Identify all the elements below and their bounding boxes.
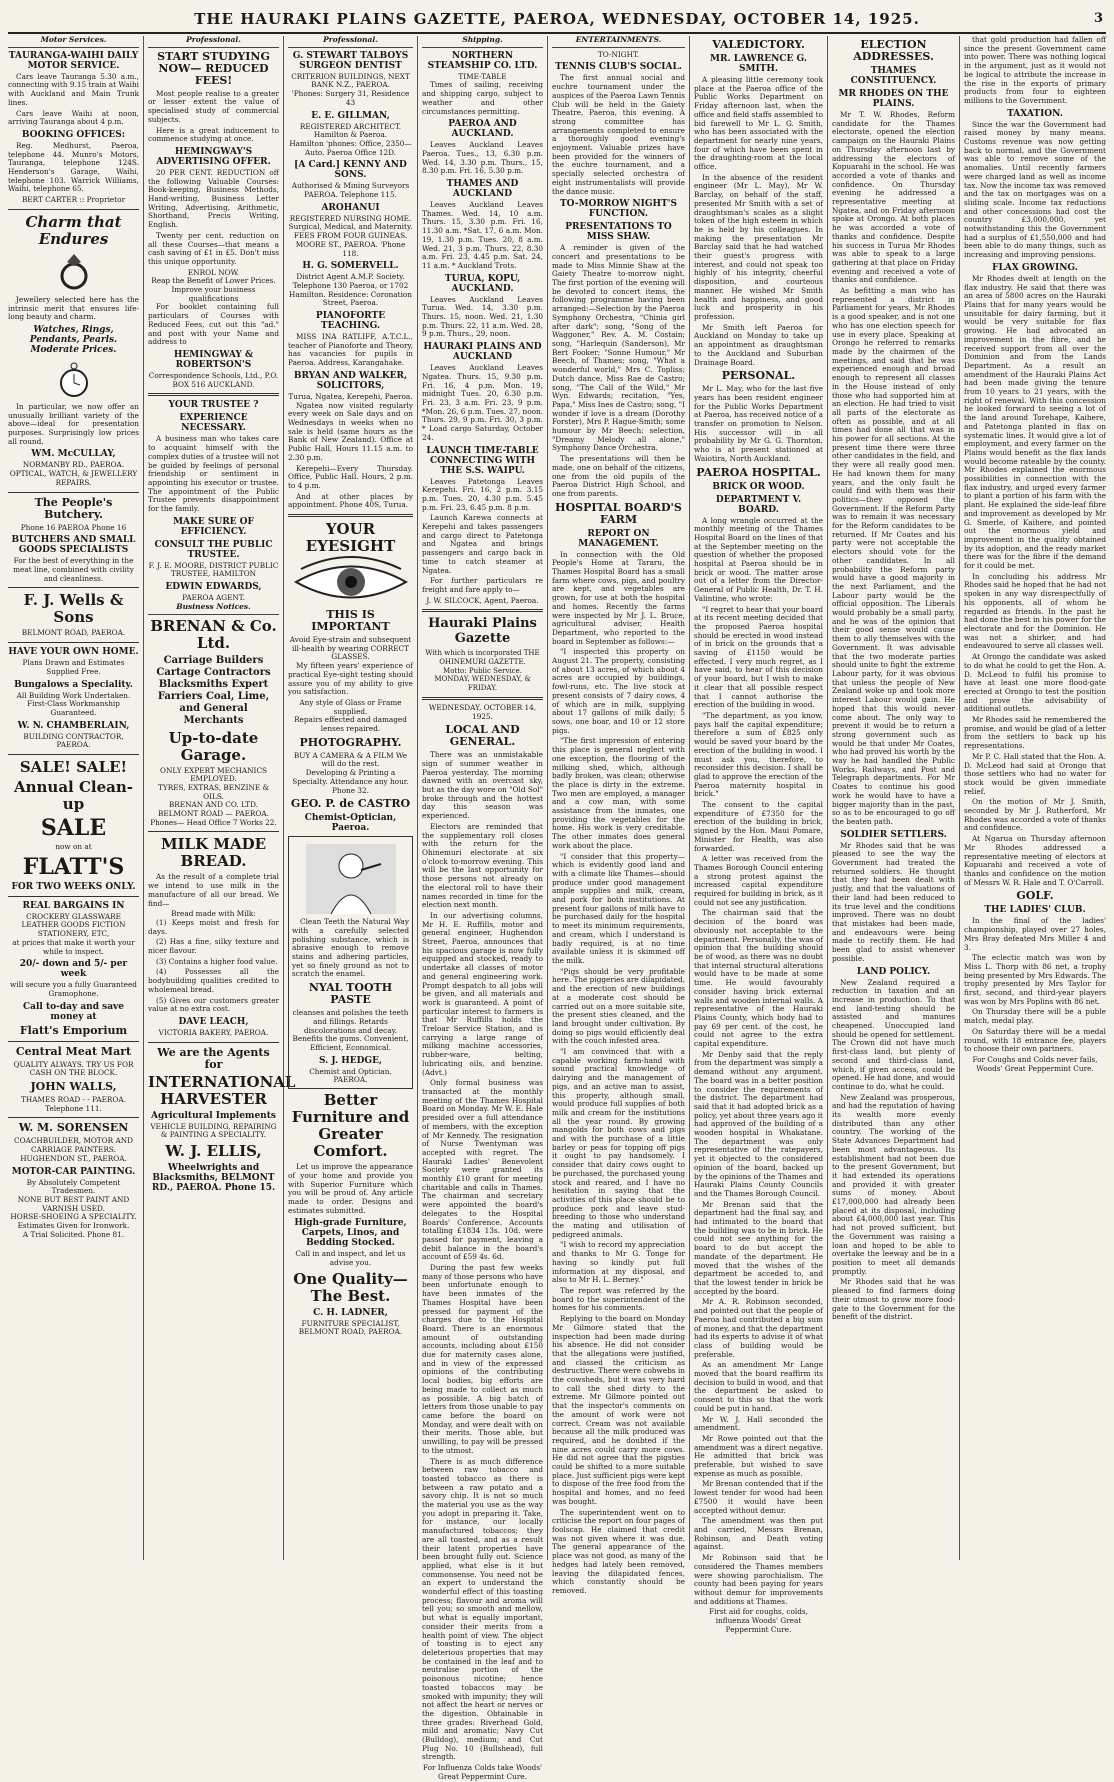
ad-text: All Building Work Undertaken. First-Class Workmanship Guaranteed. — [16, 690, 131, 717]
article-subheading: TAXATION. — [1007, 108, 1063, 119]
divider — [8, 754, 139, 755]
article-heading: PRESENTATIONS TO MISS SHAW. — [565, 222, 672, 243]
article-paragraph: In the final of the ladies' championship, played over 27 holes, Mrs Bray defeated Mrs Miller 4 and 3. — [964, 916, 1106, 952]
ad-heading: W. M. SORENSEN — [18, 1121, 129, 1135]
ad-heading: C. H. LADNER, — [313, 1307, 388, 1318]
ad-text: For further particulars re freight and fare apply to— — [422, 576, 543, 594]
article-paragraph: "I consider that this property—which is evidently good land and with a climate like Thames—should produce under good management ample supplies and milk, cream, and pork for both institutions. At present four gallons of milk have to be purchased daily for the hospital to meet its minimum requirements, and cream, which I understand is badly required, is at no time available unless it is skimmed off the milk. — [552, 851, 685, 965]
article-paragraph: The report was referred by the board to the superintendent of the homes for his comments. — [552, 1286, 685, 1313]
article-paragraph: Mr Rhodes said that he was pleased to see the way the Government had treated the returned soldiers. He thought that they had been dealt with justly, and that the valuations of their land had been reduced to its true level and the conditions improved. There was no doubt that mistakes had been made, and endeavours were being made to rectify them. He had been glad to assist whenever possible. — [832, 840, 955, 963]
article-paragraph: Mr L. May, who for the last five years has been resident engineer for the Public Works Department at Paeroa, has received notice of a transfer on promotion to Nelson. His successor will in all probability by Mr G. G. Thornton, who is at present stationed at Waiotira, North Auckland. — [694, 384, 823, 463]
article-paragraph: The eclectic match was won by Miss L. Thorp with 86 net, a trophy being presented by Mrs Edwards. The trophy presented by Mrs Taylor for first, second, and third-year players was won by Mrs Poplins with 86 net. — [964, 953, 1106, 1006]
publication-days: MONDAY, WEDNESDAY, & FRIDAY. — [434, 675, 531, 693]
columns — [4, 35, 1110, 1781]
ad-text: Estimates Given for Ironwork. — [17, 1221, 130, 1231]
ad-heading-large: W. J. ELLIS, — [165, 1142, 262, 1161]
masthead — [8, 6, 1106, 34]
ad-heading: TURUA, KOPU, AUCKLAND. — [444, 273, 521, 294]
ad-heading: Agricultural Implements — [151, 1110, 276, 1121]
article-paragraph: Mr Rhodes said he remembered the promise, and would be glad of a letter from the settlers to back up his representations. — [964, 715, 1106, 751]
article-paragraph: New Zealand was prosperous, and had the reputation of having its wealth more evenly distributed than any other country. The working of the State Advances Department had been most advantageous. Its establishment had not been due to the present Government, but it had extended its operations and provided it with greater sums of money. About £17,000,000 had already been placed at its disposal, including about £4,000,000 last year. This had not proved sufficient, but the Government was raising a loan and hoped to be able to overtake the leeway and be in a position to meet all demands promptly. — [832, 1092, 955, 1276]
ad-heading: E. E. GILLMAN, — [311, 110, 390, 121]
article-subheading: FLAX GROWING. — [992, 262, 1078, 273]
ad-text: Times of sailing, receiving and shipping cargo, subject to weather and other circumstances permitting. — [422, 80, 543, 116]
timetable: Leaves Patetonga Leaves Kerepehi. Fri. 16, 2 p.m. 3.15 p.m. Tues. 20, 4.30 p.m. 5.45 p.m. Fri. 23, 6.45 p.m. 8 p.m. — [422, 476, 543, 512]
article-paragraph: On the motion of Mr J. Smith, seconded by Mr J. Rutherford, Mr Rhodes was accorded a vote of thanks and confidence. — [964, 797, 1106, 833]
ad-heading: HAURAKI PLAINS AND AUCKLAND — [423, 342, 542, 363]
ad-heading: WM. McCULLAY, — [31, 449, 116, 460]
ad-heading: PHOTOGRAPHY. — [299, 735, 402, 749]
article-subheading: REPORT ON MANAGEMENT. — [578, 528, 659, 549]
pocket-watch-icon — [57, 359, 91, 399]
article-subheading: TO-NIGHT. — [597, 49, 640, 59]
ad-heading: Watches, Rings, Pendants, Pearls. Moderate Prices. — [29, 324, 118, 355]
article-paragraph: Only formal business was transacted at the monthly meeting of the Thames Hospital Board on Monday. Mr W. E. Hale presided over a full attendance of members, with the exception of Mr Kennedy. The resignation of Nurse Twentyman was accepted with regret. The Hauraki Ladies' Benevolent Society were granted its monthly £10 grant for meeting charitable and calls in Thames. The chairman and secretary were appointed the board's delegates to the Hospital Boards' Conference. Accounts totalling £1834 13s. 10d. were passed for payment, leaving a debit balance in the board's account of £59 4s. 6d. — [422, 1078, 543, 1262]
article-paragraph: There is as much difference between raw tobacco and toasted tobacco as there is between a raw potato and a savory chip. It is not so much the material you use as the way you adopt in preparing it. Take, for instance, our locally manufactured tobaccos; they are all toasted, and as a result their latent properties have been brought fully out. Science applied, what else is it but commonsense. You need not be an expert to understand the wonderful effect of this toasting process; flavour and aroma will tell you; so smooth and mellow, but what is equally important, consider their merits from a health point of view. The object of toasting is to eject any deleterious properties that may be contained in the leaf and to neutralise portion of the poisonous nicotine; hence toasted tobaccos may be smoked with impunity; they will not affect the heart or nerves or the digestion. Obtainable in three grades: Riverhead Gold, mild and aromatic; Navy Cut (Bulldog), medium; and Cut Plug No. 10 (Bullshead), full strength. — [422, 1456, 543, 1762]
ad-heading-large: SALE! SALE! — [19, 758, 128, 777]
article-paragraph: "I wish to record my appreciation and thanks to Mr G. Tonge for having so kindly put full information at my disposal, and also to Mr H. L. Berney." — [552, 1240, 685, 1285]
article-paragraph: Mr W. J. Hall seconded the amendment. — [694, 1414, 823, 1433]
ad-heading-large: INTERNATIONAL HARVESTER — [148, 1072, 296, 1108]
article-heading: LOCAL AND GENERAL. — [445, 723, 520, 749]
ad-text: will secure you a fully Guaranteed Gramophone. — [10, 980, 137, 998]
ad-text: REGISTERED NURSING HOME. Surgical, Medical, and Maternity. FEES FROM FOUR GUINEAS. MOORE ST., PAEROA. 'Phone 118. — [288, 213, 413, 258]
ad-text: Any style of Glass or Frame supplied. — [299, 697, 402, 716]
divider — [148, 1042, 279, 1043]
ad-text: QUALITY ALWAYS. TRY US FOR CASH ON THE BLOCK. — [13, 1059, 134, 1078]
divider — [8, 209, 139, 210]
ad-heading: CONSULT THE PUBLIC TRUSTEE. — [154, 539, 273, 560]
ad-heading: AROHANUI — [321, 202, 380, 213]
article-paragraph: New Zealand required a reduction in taxation and an increase in production. To that end land-testing should be assisted and manures cheapened. Unoccupied land should be opened for settlement. The Crown did not have much first-class land, but plenty of second and third-class land, which, if given access, could be opened. He had done, and would continue to do, what he could. — [832, 977, 955, 1091]
article-heading: TO-MORROW NIGHT'S FUNCTION. — [559, 199, 678, 220]
ad-heading: Bungalows a Speciality. — [14, 679, 133, 690]
ad-text: PAEROA AGENT. — [182, 593, 245, 603]
article-paragraph: Mr Rhodes dwelt at length on the flax industry. He said that there was an area of 5800 acres on the Hauraki Plains that for many years would be unsuitable for dairy farming, but it would be very suitable for flax growing. He had advocated an improvement in the fibre, and he received support from all over the Dominion and from the Lands Department. As a result an amendment of the Hauraki Plains Act had been made giving the tenure from 10 years to 21 years, with the right of renewal. With this concession he looked forward to seeing a lot of the land around Torehape, Kaihere, and Patetonga planted in flax on systematic lines. It would give a lot of employment, and every farmer on the Plains would benefit as the flax lands would become rateable by the county. Mr Rhodes explained the enormous possibilities in connection with the flax industry, and urged every farmer to plant a portion of his farm with the plant. He explained the side-leaf fibre and improvement as developed by Mr G. Smerle, of Kaihere, and pointed out the enormous yield and improvement in the quality obtained by its adoption, and the ready market there was for the fibre if the demand for it could be met. — [964, 273, 1106, 571]
article-paragraph: Electors are reminded that the supplementary roll closes with the return for the Ohinemuri electorate at six o'clock to-morrow evening. This will be the last opportunity for those persons not already on the electoral roll to have their names recorded in time for the election next month. — [422, 821, 543, 910]
ad-text: Here is a great inducement to commence studying at once. — [148, 125, 279, 144]
ad-text: Developing & Printing a Specialty. Attendance any hour. Phone 32. — [292, 768, 409, 795]
ad-text: BUY A CAMERA & A FILM We will do the rest. — [293, 750, 408, 769]
article-paragraph: Mr A. R. Robinson seconded, and pointed out that the people of Paeroa had contributed a big sum of money, and that the department had its experts to advise it of what class of building would be preferable. — [694, 1297, 823, 1359]
divider — [8, 896, 139, 897]
ad-heading: BRYAN AND WALKER, SOLICITORS, — [293, 370, 408, 391]
ad-text: Jewellery selected here has the intrinsic merit that ensures life-long beauty and charm. — [8, 294, 139, 322]
ad-text: 20 PER CENT. REDUCTION off the following Valuable Courses: Book-keeping, Business Methods, Hand-writing, Business Letter Writing, Advertising, Arithmetic, Shorthand, Precis Writing, English. — [148, 167, 279, 230]
ad-text: Phone 16 PAEROA Phone 16 — [20, 522, 127, 532]
ad-text: Avoid Eye-strain and subsequent ill-health by wearing CORRECT GLASSES. — [289, 635, 412, 662]
ad-heading: The People's Butchery. — [34, 495, 113, 521]
ad-text: Hamilton 'phones: Office, 2350—Auto. Paeroa Office 12D. — [289, 138, 412, 157]
ad-text: Phones— Head Office 7 Works 22. — [150, 817, 277, 827]
ad-heading: YOUR TRUSTEE ? — [168, 400, 259, 411]
timetable: Leaves Auckland Leaves Turua. Wed. 14, 3.30 p.m. Thurs. 15, noon. Wed. 21, 1.30 p.m. Thurs. 22, 11 a.m. Wed. 28, 9 p.m. Thurs., 29, noon. — [422, 294, 543, 339]
ad-heading: Call to-day and save money at — [22, 1001, 124, 1022]
ad-text: THAMES ROAD - - PAEROA. Telephone 111. — [20, 1095, 126, 1113]
ad-text: FURNITURE SPECIALIST, BELMONT ROAD, PAEROA. — [298, 1318, 403, 1337]
divider — [148, 393, 279, 396]
ad-heading: H. G. SOMERVELL. — [302, 261, 399, 272]
ad-heading-large: Better Furniture and Greater Comfort. — [291, 1091, 410, 1161]
ad-heading: THIS IS IMPORTANT — [311, 608, 390, 634]
article-paragraph: In connection with the Old People's Home at Tararu, the Thames Hospital Board has a small farm where cows, pigs, and poultry are kept, and vegetables are grown, for use at both the hospital and homes. Recently the farms were inspected by Mr J. L. Bruce, agricultural adviser, Health Department, who reported to the board in September as follows:— — [552, 549, 685, 646]
ad-text: Ngatea now visited regularly every week on Sale days and on Wednesdays in weeks when no sale is held (same hours as the Bank of New Zealand). Office at Public Hall, Hours 11.15 a.m. to 2.30 p.m. — [288, 400, 413, 462]
ad-text: (3) Contains a higher food value. — [156, 956, 278, 966]
article-paragraph: At Ngarua on Thursday afternoon Mr Rhodes addressed a representative meeting of electors at Kopuarahi and received a vote of thanks and confidence on the motion of Messrs W. R. Hale and T. O'Carroll. — [964, 834, 1106, 887]
ad-text: HORSE-SHOEING A SPECIALITY. — [10, 1212, 137, 1222]
ring-icon — [57, 252, 91, 292]
article-heading: VALEDICTORY. — [712, 38, 805, 51]
ad-text: My fifteen years' experience of practical Eye-sight testing should assure you of my ability to give you satisfaction. — [288, 661, 413, 697]
ad-text: 'Phones: Surgery 31, Residence 43 — [291, 89, 410, 107]
page-number: 3 — [1093, 11, 1104, 26]
article-heading: HOSPITAL BOARD'S FARM — [555, 500, 682, 526]
ad-text: MISS INA RATLIFF, A.T.C.L., teacher of Pianoforte and Theory, has vacancies for pupils in Paeroa. Address, Karangahake. — [288, 332, 413, 368]
article-paragraph: Mr P. C. Hall stated that the Hon. A. D. McLeod had said at Orongo that those settlers who had no water for stock would be given immediate relief. — [964, 751, 1106, 796]
ad-heading: GEO. P. de CASTRO — [290, 797, 411, 811]
ad-heading: EDWIN EDWARDS, — [165, 582, 262, 593]
ad-text: Authorised & Mining Surveyors PAEROA. Telephone 115. — [291, 181, 410, 200]
ad-heading: DAVE LEACH, — [178, 1017, 249, 1027]
ad-text: Reap the Benefit of Lower Prices. Improve your business qualifications — [151, 276, 276, 303]
ad-heading: JOHN WALLS, — [30, 1080, 117, 1094]
ad-text: at prices that make it worth your while to inspect. — [12, 937, 135, 956]
article-paragraph: "The department, as you know, pays half the capital expenditure; therefore a sum of £825 only would be saved your board by the erection of the building in wood. I must ask you, therefore, to reconsider this decision. I shall be glad to approve the erection of the Paeroa maternity hospital in brick." — [694, 711, 823, 799]
ad-heading-large: YOUR EYESIGHT — [305, 520, 396, 556]
article-paragraph: Mr T. W. Rhodes, Reform candidate for the Thames electorate, opened the election campaign on the Hauraki Plains on Thursday afternoon last by addressing the electors of Kopuarahi in the school. He was accorded a vote of thanks and confidence. On Thursday evening he addressed a representative meeting at Ngatea, and on Friday afternoon spoke at Orongo. At both places he was accorded a vote of thanks and confidence. Despite his success in Turua Mr Rhodes was able to speak to a large gathering at that place on Friday evening and received a vote of thanks and confidence. — [832, 110, 955, 285]
article-paragraph: "I regret to hear that your board at its recent meeting decided that the proposed Paeroa hospital should be erected in wood instead of in brick on the grounds that a saving of £1150 would be effected. I very much regret, as I have said, to hear of this decision of your board, but I wish to make it clear that all possible respect that I cannot authorise the erection of the building in wood. — [694, 604, 823, 710]
ad-text: For the best of everything in the meat line, combined with civility and cleanliness. — [13, 556, 134, 583]
ad-text: BERT CARTER :: Proprietor — [21, 195, 126, 205]
article-paragraph: The presentations will then be made, one on behalf of the citizens, one from the old pupils of the Paeroa District High School, and one from parents. — [552, 454, 685, 498]
ad-heading: HEMINGWAY'S ADVERTISING OFFER. — [156, 146, 271, 167]
ad-text: Reg. Medhurst, Paeroa, telephone 44. Munro's Motors, Tauranga, telephone 124S. Henderson's Garage, Waihi, telephone 103. Warrick Williams, Waihi, telephone 65. — [8, 140, 139, 194]
ad-text: ONLY EXPERT MECHANICS EMPLOYED. — [159, 765, 268, 784]
ad-text: District Agent A.M.P. Society. Telephone 130 Paeroa, or 1702 Hamilton. Residence: Coronation Street, Paeroa. — [289, 272, 412, 308]
divider — [422, 609, 543, 612]
divider — [8, 1041, 139, 1042]
ad-text: For booklet containing full particulars of Courses with Reduced Fees, cut out this "ad." and post with your Name and address to — [148, 302, 279, 347]
ad-heading: Chemist-Optician, Paeroa. — [304, 813, 397, 834]
ad-text: Repairs effected and damaged lenses repaired. — [294, 715, 407, 734]
ad-text: NONE BUT BEST PAINT AND VARNISH USED. — [17, 1194, 130, 1213]
article-paragraph: Mr Rowe pointed out that the amendment was a direct negative. He admitted that brick was preferable, but wished to save expense as much as possible. — [694, 1433, 823, 1478]
ad-text: And at other places by appointment. Phone 40S, Turua. — [288, 491, 413, 510]
column-3 — [284, 36, 418, 1560]
ad-heading: G. STEWART TALBOYS SURGEON DENTIST — [292, 50, 409, 71]
article-paragraph: On Thursday there will be a puble match, medal play. — [964, 1007, 1106, 1026]
divider — [148, 831, 279, 832]
ad-heading: FOR TWO WEEKS ONLY. — [11, 881, 136, 892]
article-paragraph: The amendment was then put and carried, Messrs Brenan, Robinson, and Death voting against. — [694, 1516, 823, 1552]
ad-text: First aid for coughs, colds, influenza Woods' Great Peppermint Cure. — [709, 1607, 808, 1634]
ad-text: Chemist and Optician, PAEROA. — [309, 1066, 392, 1085]
ad-heading-large: FLATT'S — [22, 853, 125, 880]
ad-text: NORMANBY RD., PAEROA. OPTICAL, WATCH, & JEWELLERY REPAIRS. — [9, 460, 138, 487]
ad-text: COACHBUILDER, MOTOR AND CARRIAGE PAINTERS. HUGHENDON ST., PAEROA. — [14, 1136, 133, 1163]
ad-text: A business man who takes care to acquaint himself with the complex duties of a trustee will not be guided by feelings of personal friendship or sentiment in appointing his executor or trustee. The appointment of the Public Trustee prevents disappointment for the family. — [148, 434, 279, 514]
ad-heading-large: Annual Clean-up — [13, 778, 134, 814]
ad-text: CROCKERY GLASSWARE LEATHER GOODS FICTION STATIONERY, ETC, — [21, 911, 126, 939]
ad-heading: MOTOR-CAR PAINTING. — [11, 1166, 136, 1177]
ad-heading-large: One Quality—The Best. — [293, 1269, 408, 1305]
column-6 — [690, 36, 828, 1634]
article-paragraph: The consent to the capital expenditure of £7350 for the erection of the building in brick, signed by the Hon. Maui Pomare, Minister for Health, was also forwarded. — [694, 800, 823, 853]
ad-heading: HAVE YOUR OWN HOME. — [8, 647, 139, 658]
article-paragraph: As an amendment Mr Lange moved that the board reaffirm its decision to build in wood, and that the department be asked to consent to this so that the work could be put in hand. — [694, 1360, 823, 1413]
ad-text: Call in and inspect, and let us advise you. — [295, 1249, 406, 1268]
ad-heading: LAUNCH TIME-TABLE CONNECTING WITH THE S.S. WAIPU. — [426, 445, 539, 476]
article-paragraph: During the past few weeks many of those persons who have been unfortunate enough to have been inmates of the Thames Hospital have been pressed for payment of the charges due to the Hospital Board. There is an enormous amount of outstanding accounts, including about £150 due for maternity cases alone, and in view of the expressed opinions of the contributing local bodies, big efforts are being made to collect as much as possible. A big batch of letters from those unable to pay came before the board on Monday, and were dealt with on their merits. Those able, but unwilling, to pay will be pressed to the utmost. — [422, 1263, 543, 1455]
ad-heading: HEMINGWAY & ROBERTSON'S — [173, 349, 254, 370]
article-paragraph: In our advertising columns, Mr H. E. Ruffills, motor and general engineer, Hughendon Street, Paeroa, announces that his spacious garage is now fully equipped and stocked, ready to undertake all classes of motor and general engineering work. Prompt despatch to all jobs will be given, and all materials and work is guaranteed. A point of particular interest to farmers is that Mr Ruffills holds the Treloar Service Station, and is carrying a large range of milking machine accessories, rubber-ware, belting, lubricating oils, and benzine. (Advt.) — [422, 910, 543, 1077]
ad-heading: BOOKING OFFICES: — [21, 129, 126, 140]
ad-heading: PIANOFORTE TEACHING. — [315, 311, 386, 332]
ad-text: A Trial Solicited. Phone 81. — [22, 1229, 125, 1239]
ad-heading: Carriage Builders Cartage Contractors Blacksmiths Expert Farriers Coal, Lime, and General Merchants — [156, 654, 271, 726]
article-heading: GOLF. — [1016, 889, 1054, 903]
ad-text: J. W. SILCOCK, Agent, Paeroa. — [426, 595, 539, 605]
article-subheading: BRICK OR WOOD. — [712, 481, 805, 492]
ad-heading: THAMES AND AUCKLAND — [446, 179, 519, 200]
ad-heading: High-grade Furniture, Carpets, Linos, and Bedding Stocked. — [294, 1218, 407, 1249]
column-2 — [144, 35, 296, 1560]
ad-text: Cars leave Waihi at noon, arriving Tauranga about 4 p.m. — [8, 108, 139, 127]
ad-heading: We are the Agents for — [157, 1045, 270, 1071]
article-subheading: SOLDIER SETTLERS. — [840, 829, 947, 840]
section-professional: Professional. — [148, 36, 279, 48]
ad-text: VEHICLE BUILDING, REPAIRING & PAINTING A SPECIALITY. — [150, 1121, 277, 1140]
timetable: Leaves Auckland Leaves Ngatea. Thurs. 15, 9.30 p.m. Fri. 16, 4 p.m. Mon. 19, midnight Tues. 20, 6.30 p.m. Fri. 23, 3 a.m. Fri. 23, 9 p.m. *Mon. 26, 6 p.m. Tues. 27, noon. Thurs. 29, 9 p.m. Fri. 30, 3 p.m. * Load cargo Saturday, October 24. — [422, 363, 543, 442]
ad-heading-large: BRENAN & Co. Ltd. — [150, 616, 277, 652]
article-paragraph: The chairman said that the decision of the board was obviously not acceptable to the department. Personally, the was of opinion that the building should be of wood, as there was no doubt that internal structural alterations would have to be made at some time. He would favourably consider having brick external walls and wooden internal walls. A representative of the Hauraki Plains County, which body had to pay 69 per cent. of the cost, he could not agree to the extra capital expenditure. — [694, 908, 823, 1049]
ad-text: In particular, we now offer an unusually brilliant variety of the above—ideal for presentation purposes. Surprisingly low prices all round. — [8, 401, 139, 446]
article-paragraph: A reminder is given of the concert and presentations to be made to Miss Minnie Shaw at the Gaiety Theatre to-morrow night. The first portion of the evening will be devoted to concert items, the following programme having been arranged:—Selection by the Paeroa Symphony Orchestra, "Chinia girl after dark"; song, "Song of the Waggoner," Rev. A. M. Costain; song, "Harlequin (Sanderson), Mr Bert Fooker; "Sonne Humour," Mr Beech, of Thames; song, "What a wonderful world," Mrs C. Topliss; Dutch dance, Miss Rae de Castro; song, "The Call of the Wild," Mr Wyn. Edwards; recitation, "Yes, Papa," Miss Ines de Castro; song, "I wonder if love is a dream (Dorothy Forster), Mrs P. Hague-Smith; some humour by Mr Beech; selection, "Dreamy Melody all alone," Symphony Dance Orchestra. — [552, 243, 685, 453]
ad-text: For Coughs and Colds never fails, Woods' Great Peppermint Cure. — [972, 1054, 1098, 1073]
article-paragraph: Mr Denby said that the reply from the department was simply a demand without any argument. The board was in a better position to consider the requirements of the district. The department had said that it had adopted brick as a policy, yet about three years ago it had approved of the building of a wooden hospital in Whakatane. The department was only representative of the ratepayers, yet it objected to the considered opinion of the board, backed up by the opinions of the Thames and Hauraki Plains County Councils and the Thames Borough Council. — [694, 1049, 823, 1198]
ad-text: As the result of a complete trial we intend to use milk in the manufacture of all our bread. We find— — [148, 872, 279, 908]
ad-text: For Influenza Colds take Woods' Great Peppermint Cure. — [422, 1763, 543, 1781]
masthead-title: THE HAURAKI PLAINS GAZETTE, PAEROA, WEDNESDAY, OCTOBER 14, 1925. — [194, 10, 920, 28]
article-paragraph: Mr Brenan contended that if the lowest tender for wood had been £7500 it would have been accepted without demur. — [694, 1479, 823, 1515]
ad-text: Bread made with Milk: — [171, 909, 256, 919]
ad-heading: MAKE SURE OF EFFICIENCY. — [173, 516, 254, 537]
ad-text: (5) Gives our customers greater value at no extra cost. — [148, 995, 279, 1014]
ad-heading: Flatt's Emporium — [19, 1023, 128, 1037]
column-7 — [828, 36, 960, 1560]
ad-text: Most people realise to a greater or lesser extent the value of specialised study of commercial subjects. — [148, 88, 279, 124]
ad-text: Let us improve the appearance of your home and provide you with Superior Furniture which you will be proud of. Any article made to order. Designs and estimates submitted. — [288, 1162, 413, 1215]
article-subheading: MR RHODES ON THE PLAINS. — [838, 89, 949, 109]
ad-text: Launch Karewa connects at Kerepehi and takes passengers and cargo direct to Patetonga and Ngatea and brings passengers and cargo back in time to catch steamer at Ngatea. — [422, 513, 543, 575]
article-paragraph: "I am convinced that with a capable working farm-hand with sound practical knowledge of dairying and the management of pigs, and an active man to assist, this property, although small, would produce full supplies of both milk and cream for the institutions all the year round. By growing mangolds for both cows and pigs and with the purchase of a little barley or peas for topping off pigs it ought to pay handsomely. I consider that dairy cows ought to be purchased, the purchased young stock and reared, and I have no hesitation in saying that the activities of this place should be to produce pork and leave stud-breeding to those who understand the mating and utilisation of pedigreed animals. — [552, 1047, 685, 1239]
ad-heading-large: Charm that Endures — [25, 212, 122, 248]
ad-text: (1) Keeps moist and fresh for days. — [148, 917, 279, 936]
ad-text: (2) Has a fine, silky texture and nicer flavour. — [148, 937, 279, 956]
article-paragraph: The first annual social and euchre tournament under the auspices of the Paeroa Lawn Tennis Club will be held in the Gaiety Theatre, Paeroa, this evening. A strong committee has arrangements completed to ensure a thoroughly good evening's enjoyment. Valuable prizes have been provided for the winners of the euchre tournament, and a specially selected orchestra of eight instrumentalists will provide the dance music. — [552, 73, 685, 196]
ad-text: cleanses and polishes the teeth and fillings. Retards discolorations and decay. Benefits the gums. Convenient, Efficient, Economical. — [292, 1008, 409, 1052]
article-subheading: LAND POLICY. — [856, 966, 931, 977]
ad-heading: START STUDYING NOW— REDUCED FEES! — [157, 49, 270, 87]
nameplate-subtitle: With which is incorporated THE OHINEMURI GAZETTE. — [425, 649, 540, 667]
ad-text: REGISTERED ARCHITECT. Hamilton & Paeroa. — [299, 121, 402, 140]
divider — [8, 492, 139, 493]
ad-heading: 20/- down and 5/- per week — [19, 959, 128, 980]
article-heading: PERSONAL. — [721, 369, 796, 383]
column-1 — [4, 36, 144, 1560]
ad-text: Plans Drawn and Estimates Supplied Free. — [22, 658, 125, 676]
article-paragraph: A pleasing little ceremony took place at the Paeroa office of the Public Works Department on Friday afternoon last, when the office and field staffs assembled to bid farewell to Mr L. G. Smith, who has been associated with the department for nearly nine years, four of which have been spent in the draughting-room at the local office. — [694, 75, 823, 172]
ad-text: ENROL NOW. — [187, 267, 240, 277]
ad-heading: Central Meat Mart — [15, 1044, 132, 1058]
article-paragraph: A letter was received from the Thames Borough Council entering a strong protest against the increased capital expenditure required for building in brick, as it could not see any justification. — [694, 854, 823, 907]
article-subheading: MR. LAWRENCE G. SMITH. — [710, 54, 807, 74]
article-paragraph: Mr Smith left Paeroa for Auckland on Monday to take up an appointment as draughtsman to the Auckland and Suburban Drainage Board. — [694, 322, 823, 367]
section-motor-services: Motor Services. — [8, 36, 139, 48]
ad-heading: PAEROA AND AUCKLAND. — [448, 119, 517, 140]
ad-text: now on at — [55, 842, 92, 852]
article-paragraph: At Orongo the candidate was asked to do what he could to get the Hon. A. D. McLeod to fulfil his promise to have at least one more flood-gate erected at Orongo to test the position and prove the advisability of additional outlets. — [964, 652, 1106, 714]
divider — [8, 587, 139, 588]
article-heading: ELECTION ADDRESSES. — [853, 38, 934, 63]
section-business-notices: Business Notices. — [148, 603, 279, 615]
ad-text: CRITERION BUILDINGS, NEXT BANK N.Z., PAEROA. — [291, 71, 410, 90]
ad-text: Correspondence Schools, Ltd., P.O. BOX 516 AUCKLAND. — [148, 370, 279, 389]
article-paragraph: "Pigs should be very profitable here. The piggeries are dilapidated, and the erection of new buildings at a moderate cost should be carried out on a more suitable site, the present sties cleaned, and the land brought under cultivation. By doing so pigs would efficiently deal with the couch infested area. — [552, 966, 685, 1046]
ad-heading-large: F. J. Wells & Sons — [23, 591, 124, 627]
ad-heading-large: Up-to-date Garage. — [168, 728, 259, 764]
article-subheading: THE LADIES' CLUB. — [984, 905, 1086, 916]
article-subheading: THAMES CONSTITUENCY. — [850, 66, 937, 86]
newspaper-nameplate: Hauraki Plains Gazette — [428, 616, 537, 647]
column-4 — [418, 35, 548, 1781]
article-heading: PAEROA HOSPITAL. — [696, 465, 821, 479]
article-paragraph: that gold production had fallen off since the present Government came into power. There was nothing logical in the argument, just as it would not be logical to attribute the increase in the rise in the exports of primary products from four to eighteen millions to the Government. — [964, 35, 1106, 105]
section-professional: Professional. — [288, 36, 413, 48]
ad-text: VICTORIA BAKERY, PAEROA. — [158, 1028, 269, 1037]
ad-text: Clean Teeth the Natural Way with a carefully selected polishing substance, which is abrasive enough to remove stains and adhering particles, yet so finely ground as not to scratch the enamel. — [292, 917, 409, 979]
ad-text: By Absolutely Competent Tradesmen. — [26, 1177, 121, 1196]
article-paragraph: Mr Brenan said that the department had the final say, and had intimated to the board that the building was to be in brick. He could not see anything for the board to do but accept the mandate of the department. He moved that the wishes of the department be acceded to, and that the lowest tender in brick be accepted by the board. — [694, 1199, 823, 1296]
ad-text: TYRES, EXTRAS, BENZINE & OILS. — [158, 782, 269, 801]
column-8 — [960, 36, 1110, 1560]
column-5 — [548, 35, 690, 1595]
ad-heading: W. N. CHAMBERLAIN, — [17, 720, 130, 731]
article-paragraph: A long wrangle occurred at the monthly meeting of the Thames Hospital Board on the lines of that at the September meeting on the question of whether the proposed hospital at Paeroa should be in brick or wood. The matter arose out of a letter from the Director-General of Public Health, Dr. T. H. Valintine, who wrote: — [694, 515, 823, 603]
ad-text: Turua, Ngatea, Kerepehi, Paeroa. — [288, 391, 413, 401]
ad-text: BRENAN AND CO. LTD. BELMONT ROAD — PAEROA. — [158, 800, 269, 819]
toothpaste-ad — [288, 836, 413, 1089]
man-brushing-teeth-illustration — [306, 844, 396, 914]
divider — [8, 642, 139, 643]
ad-heading: NYAL TOOTH PASTE — [308, 981, 393, 1007]
ad-heading: BUTCHERS AND SMALL GOODS SPECIALISTS — [11, 535, 136, 556]
ad-heading: EXPERIENCE NECESSARY. — [179, 413, 248, 434]
article-paragraph: The superintendent went on to criticise the report on four pages of foolscap. He claimed that credit was not given where it was due. The general appearance of the place was not good, as many of the hedges had lately been removed, leaving the dilapidated fences, which constantly should be removed. — [552, 1507, 685, 1595]
ad-heading: TAURANGA-WAIHI DAILY MOTOR SERVICE. — [8, 50, 139, 71]
article-paragraph: "The first impression of entering this place is general neglect with one exception, the flooring of the milking shed, which, although badly broken, was clean; otherwise the place is dirty in the extreme. Two men are employed, a manager and a cow man, with some assistance from the inmates, one providing the vegetables for the home. His work is very creditable. The other inmates does general work about the place. — [552, 736, 685, 850]
article-paragraph: "I inspected this property on August 21. The property, consisting of about 13 acres, of which about 4 acres are occupied by buildings, fowl-runs, etc. The live stock at present consists of 7 dairy cows, 4 of which are in milk, supplying about 17 gallons of milk daily; 5 sows, one boar, and 10 or 12 store pigs. — [552, 647, 685, 735]
ad-heading: NORTHERN STEAMSHIP CO. LTD. — [427, 50, 538, 71]
eye-illustration — [291, 559, 411, 605]
ad-heading: REAL BARGAINS IN — [22, 900, 125, 911]
ad-heading: S. J. HEDGE, — [318, 1055, 383, 1066]
article-subheading: DEPARTMENT V. BOARD. — [715, 494, 802, 515]
article-paragraph: On Saturday there will be a medal round, with 18 entrance fee, players to choose their own partners. — [964, 1026, 1106, 1054]
article-paragraph: Mr Rhodes said that he was pleased to find farmers doing their utmost to grow more food-gate to the Government for the benefit of the district. — [832, 1277, 955, 1322]
divider — [8, 1117, 139, 1118]
ad-text: Cars leave Tauranga 5.30 a.m., connecting with 9.15 train at Waihi with Auckland and Main Trunk lines. — [8, 71, 139, 107]
article-paragraph: As befitting a man who has represented a district in Parliament for years, Mr Rhodes is a good speaker, and is not one who has one election speech for use in every place. Speaking at Orongo he referred to remarks made by the chairmen of the meetings, and said that he was experienced enough and broad enough to represent all classes in the House instead of only those who had supported him at an election. He had tried to visit all parts of the electorate as often as possible, and at all times had done all that was in his power for all sections. At the present time there were three other candidates in the field, and they were all really good men. He had known them for many years, and the only fault he could find with them was their politics—they opposed the Government. If the Reform Party was to remain it was necessary for the Reform candidates to be returned. If Mr Coates and his party were not acceptable the electors should vote for the other candidates. In all probability the Reform party would have a good majority in the next Parliament, and the Labour party would be the official opposition. The Liberals would probably be a small party, and he was of the opinion that their good sense would cause them to ally themselves with the Government. It was advisable that the two moderate parties should unite to fight the extreme Labour party, for it was obvious that unless the people of New Zealand woke up and took more interest Labour would gain. He hoped that this would never come about. The only way to prevent it would be to return a strong government such as would be that under Mr Coates, who had proved his worth by the way he had handled the Public Works, Railways, and Post and Telegraph departments. For Mr Coates to continue his good work he would have to have a bigger majority than in the past, so as to be encouraged to go off the beaten path. — [832, 286, 955, 826]
ad-text: (4) Possesses all the bodybuilding qualities credited to wholemeal bread. — [148, 967, 279, 994]
article-paragraph: In concluding his address Mr Rhodes said he hoped that he had not spoken in any way disrespectfully of his opponents, all of whom he regarded as friends. In the past he had done the best in his power for the electorate and for the Dominion. He was not a shirker, and had endeavoured to serve all classes well. — [964, 571, 1106, 651]
nameplate-motto: Motto: Public Service. — [443, 666, 522, 675]
section-entertainments: ENTERTAINMENTS. — [552, 36, 685, 48]
article-paragraph: Replying to the board on Monday Mr Gilmore stated that the inspection had been made during his absence. He did not consider that the allegations were justified, and classed the criticism as destructive. There were cobwebs in the cowsheds, but it was very hard to call the shed dirty to the extreme. Mr Gilmore pointed out that the inspector's comments on the amount of work were not correct. Cream was not available because all the milk produced was required, and he doubted if the nine acres could carry more cows. He did not agree that the pigsties could be shifted to a more suitable place. Just sufficient pigs were kept to dispose of the free food from the hospital and homes, and no feed was bought. — [552, 1314, 685, 1506]
article-paragraph: Mr Robinson said that he considered the Thames members were showing parochialism. The county had been paying for years without demur for improvements and additions at Thames. — [694, 1553, 823, 1606]
ad-heading: Wheelwrights and Blacksmiths, BELMONT RD., PAEROA. Phone 15. — [151, 1163, 276, 1194]
timetable: Leaves Auckland Leaves Thames. Wed. 14, 10 a.m. Thurs. 15, 3.30 p.m. Fri. 16, 11.30 a.m. *Sat. 17, 6 a.m. Mon. 19, 1.30 p.m. Tues. 20, 8 a.m. Wed. 21, 3 p.m. Thurs. 22, 8.30 a.m. Fri. 23, 4.45 p.m. Sat. 24, 11 a.m. * Auckland Trots. — [422, 200, 543, 270]
issue-date: WEDNESDAY, OCTOBER 14, 1925. — [428, 702, 537, 721]
ad-heading: [A Card.] KENNY AND SONS. — [294, 160, 407, 181]
article-paragraph: There was an unmistakable sign of summer weather in Paeroa yesterday. The morning dawned with an overcast sky, but as the day wore on "Old Sol" broke through and the hottest day this season was experienced. — [422, 750, 543, 821]
divider — [422, 697, 543, 700]
timetable: Leaves Auckland Leaves Paeroa. Tues., 13, 6.30 p.m. Wed. 14, 3.30 p.m. Thurs., 15, 8.30 p.m. Fri. 16, 5.30 p.m. — [422, 140, 543, 176]
ad-text: TIME-TABLE — [458, 71, 507, 81]
article-paragraph: Since the war the Government had raised money by many means. Customs revenue was now getting back to normal, and the Government was able to remove some of the anomalies. Until recently farmers were charged land as well as income tax. Now the income tax was removed and the tax on mortgages was on a sliding scale. Income tax reductions and other concessions had cost the country £3,000,000, yet notwithstanding this the Government had a surplus of £1,550,000 and had been able to do many things, such as increasing and improving pensions. — [964, 119, 1106, 260]
ad-heading-large: SALE — [40, 815, 107, 842]
ad-text: BUILDING CONTRACTOR, PAEROA. — [23, 731, 124, 750]
section-shipping: Shipping. — [422, 36, 543, 48]
divider — [288, 514, 413, 517]
article-heading: TENNIS CLUB'S SOCIAL. — [555, 62, 682, 73]
ad-text: Twenty per cent. reduction on all these Courses—that means a cash saving of £1 in £5. Don't miss this unique opportunity. — [148, 230, 279, 266]
ad-heading-large: MILK MADE BREAD. — [160, 835, 267, 871]
ad-text: F. J. E. MOORE, DISTRICT PUBLIC TRUSTEE, HAMILTON — [148, 560, 279, 579]
article-paragraph: In the absence of the resident engineer (Mr L. May), Mr W. Barclay, on behalf of the staff, presented Mr Smith with a set of draughtsman's scales as a slight token of the high esteem in which he is held by his colleagues. In making the presentation Mr Barclay said that he had watched their guest's progress with interest, and could not speak too highly of his integrity, cheerful disposition, and courteous manner. He wished Mr Smith health and happiness, and good luck and prosperity in his profession. — [694, 172, 823, 321]
ad-text: BELMONT ROAD, PAEROA. — [21, 628, 126, 638]
ad-text: Kerepehi—Every Thursday. Office, Public Hall. Hours, 2 p.m. to 4 p.m. — [288, 463, 413, 490]
